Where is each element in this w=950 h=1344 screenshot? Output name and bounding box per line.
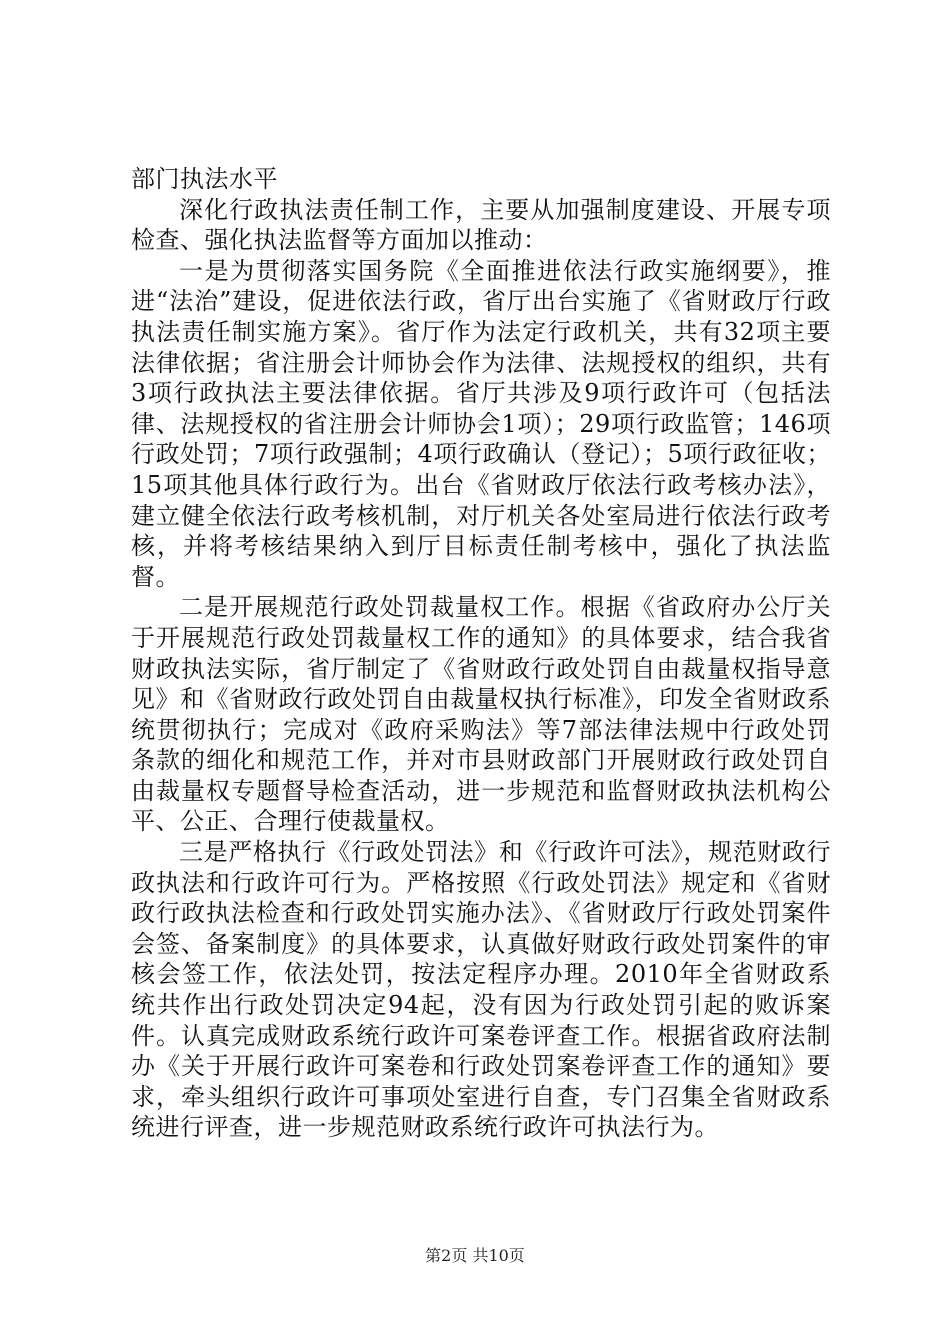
page-number-footer: 第2页 共10页 bbox=[425, 1246, 525, 1265]
paragraph-intro: 深化行政执法责任制工作，主要从加强制度建设、开展专项检查、强化执法监督等方面加以推动： bbox=[131, 195, 831, 255]
document-body bbox=[131, 164, 831, 1143]
paragraph-point-two: 二是开展规范行政处罚裁量权工作。根据《省政府办公厅关于开展规范行政处罚裁量权工作的通知》的具体要求，结合我省财政执法实际，省厅制定了《省财政行政处罚自由裁量权指导意见》和《省财政行政处罚自由裁量权执行标准》，印发全省财政系统贯彻执行；完成对《政府采购法》等7部法律法规中行政处罚条款的细化和规范工作，并对市县财政部门开展财政行政处罚自由裁量权专题督导检查活动，进一步规范和监督财政执法机构公平、公正、合理行使裁量权。 bbox=[131, 593, 831, 836]
paragraph-point-three: 三是严格执行《行政处罚法》和《行政许可法》，规范财政行政执法和行政许可行为。严格按照《行政处罚法》规定和《省财政行政执法检查和行政处罚实施办法》、《省财政厅行政处罚案件会签、备案制度》的具体要求，认真做好财政行政处罚案件的审核会签工作，依法处罚，按法定程序办理。2010年全省财政系统共作出行政处罚决定94起，没有因为行政处罚引起的败诉案件。认真完成财政系统行政许可案卷评查工作。根据省政府法制办《关于开展行政许可案卷和行政处罚案卷评查工作的通知》要求，牵头组织行政许可事项处室进行自查，专门召集全省财政系统进行评查，进一步规范财政系统行政许可执法行为。 bbox=[131, 838, 831, 1142]
paragraph-point-one: 一是为贯彻落实国务院《全面推进依法行政实施纲要》，推进“法治”建设，促进依法行政，省厅出台实施了《省财政厅行政执法责任制实施方案》。省厅作为法定行政机关，共有32项主要法律依据；省注册会计师协会作为法律、法规授权的组织，共有3项行政执法主要法律依据。省厅共涉及9项行政许可（包括法律、法规授权的省注册会计师协会1项）；29项行政监管；146项行政处罚；7项行政强制；4项行政确认（登记）；5项行政征收；15项其他具体行政行为。出台《省财政厅依法行政考核办法》，建立健全依法行政考核机制，对厅机关各处室局进行依法行政考核，并将考核结果纳入到厅目标责任制考核中，强化了执法监督。 bbox=[131, 256, 831, 591]
paragraph-heading-continuation: 部门执法水平 bbox=[131, 165, 278, 193]
